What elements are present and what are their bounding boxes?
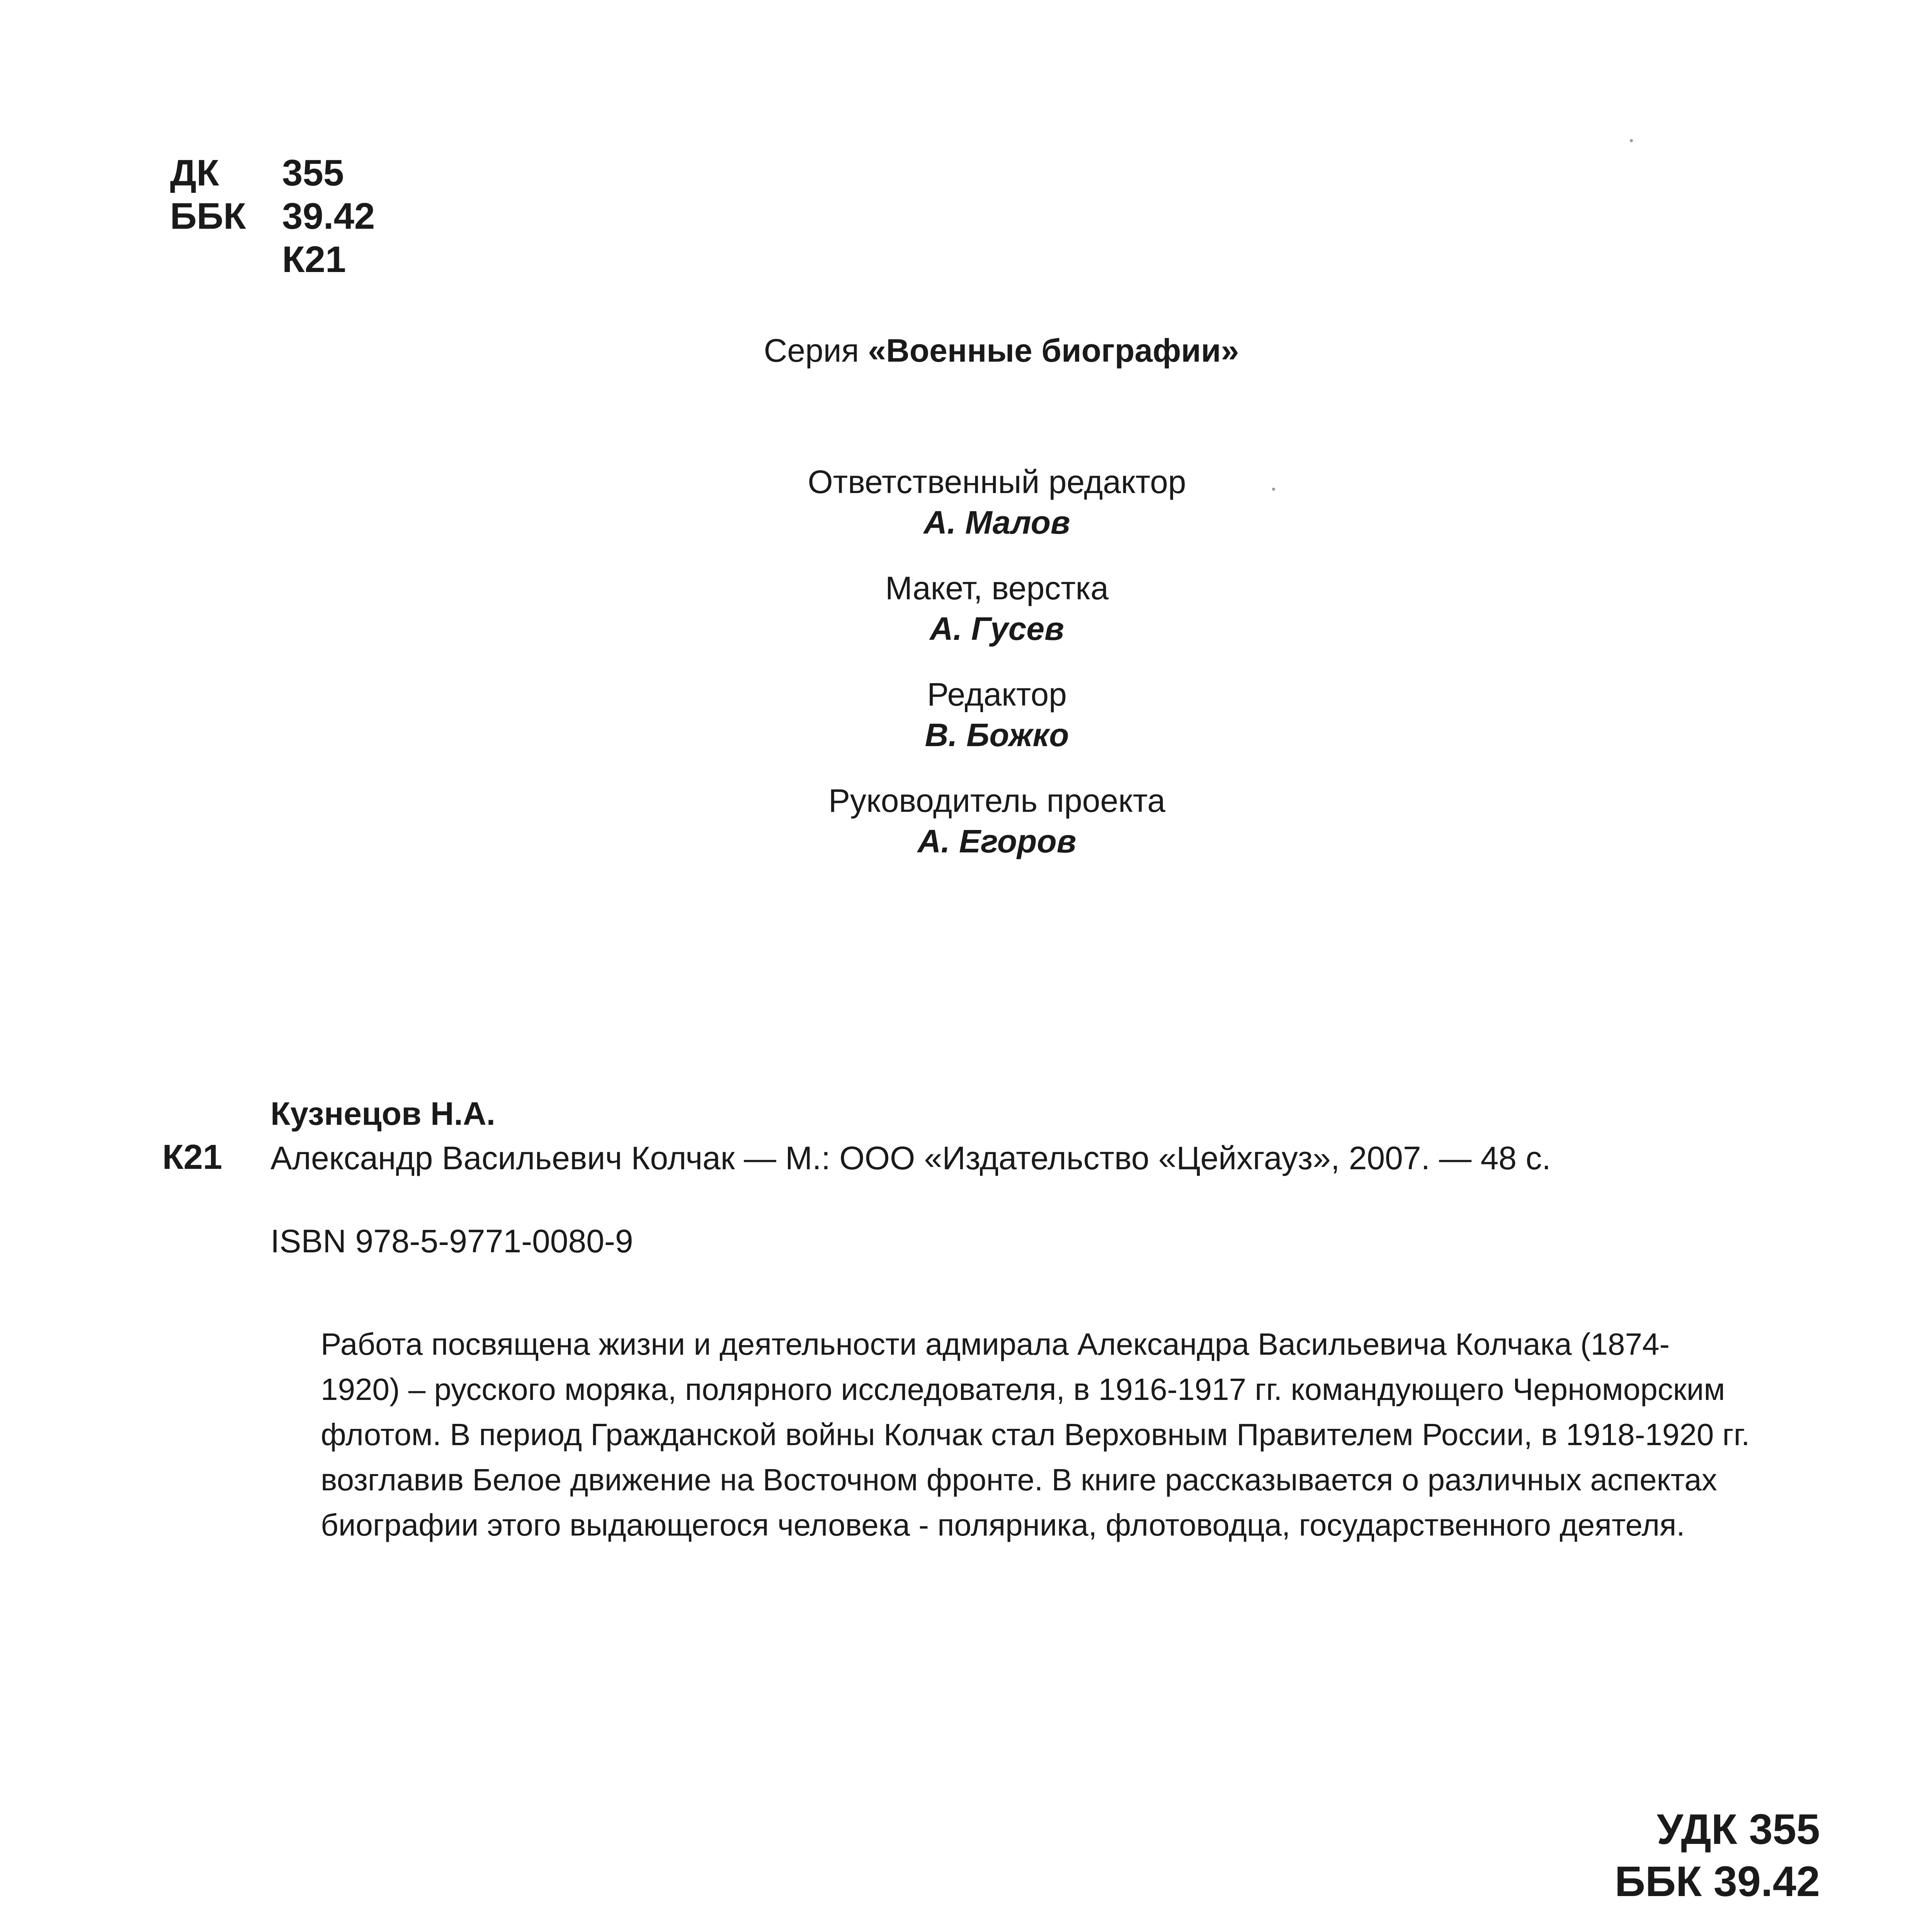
isbn: ISBN 978-5-9771-0080-9 (270, 1223, 633, 1259)
cip-code: К21 (162, 1138, 223, 1177)
annotation-line: биографии этого выдающегося человека - полярника, флотоводца, государственного деятеля. (321, 1508, 1685, 1542)
credit-name: В. Божко (925, 717, 1069, 753)
dk-label: ДК (170, 152, 219, 194)
credit-name: А. Малов (923, 504, 1070, 541)
annotation-line: Работа посвящена жизни и деятельности адмирала Александра Васильевича Колчака (1874- (321, 1327, 1670, 1361)
annotation-line: флотом. В период Гражданской войны Колчак стал Верховным Правителем России, в 1918-1920 гг. (321, 1417, 1750, 1452)
bbk-value: 39.42 (282, 196, 375, 237)
credit-role: Редактор (927, 676, 1067, 713)
series-line (0, 334, 1932, 367)
series-prefix: Серия (764, 332, 859, 369)
credit-role: Руководитель проекта (828, 782, 1166, 819)
cip-author: Кузнецов Н.А. (270, 1095, 496, 1132)
annotation-line: 1920) – русского моряка, полярного исследователя, в 1916-1917 гг. командующего Черноморским (321, 1372, 1725, 1406)
credit-name: А. Гусев (930, 611, 1064, 647)
scan-speck (1630, 139, 1633, 142)
annotation (321, 1321, 1797, 1548)
credit-role: Макет, верстка (885, 570, 1109, 606)
bbk-label: ББК (170, 196, 246, 237)
credit-name: А. Егоров (917, 823, 1077, 859)
scan-speck (1272, 488, 1275, 491)
udk-code: УДК 355 (1656, 1806, 1820, 1853)
author-mark: К21 (282, 239, 346, 280)
annotation-line: возглавив Белое движение на Восточном фронте. В книге рассказывается о различных аспектах (321, 1463, 1717, 1497)
bbk-code: ББК 39.42 (1614, 1858, 1820, 1905)
cip-bibliographic: Александр Васильевич Колчак — М.: ООО «Издательство «Цейхгауз», 2007. — 48 с. (270, 1140, 1551, 1176)
series-name: «Военные биографии» (868, 332, 1239, 369)
dk-value: 355 (282, 152, 344, 194)
credit-role: Ответственный редактор (808, 464, 1186, 500)
